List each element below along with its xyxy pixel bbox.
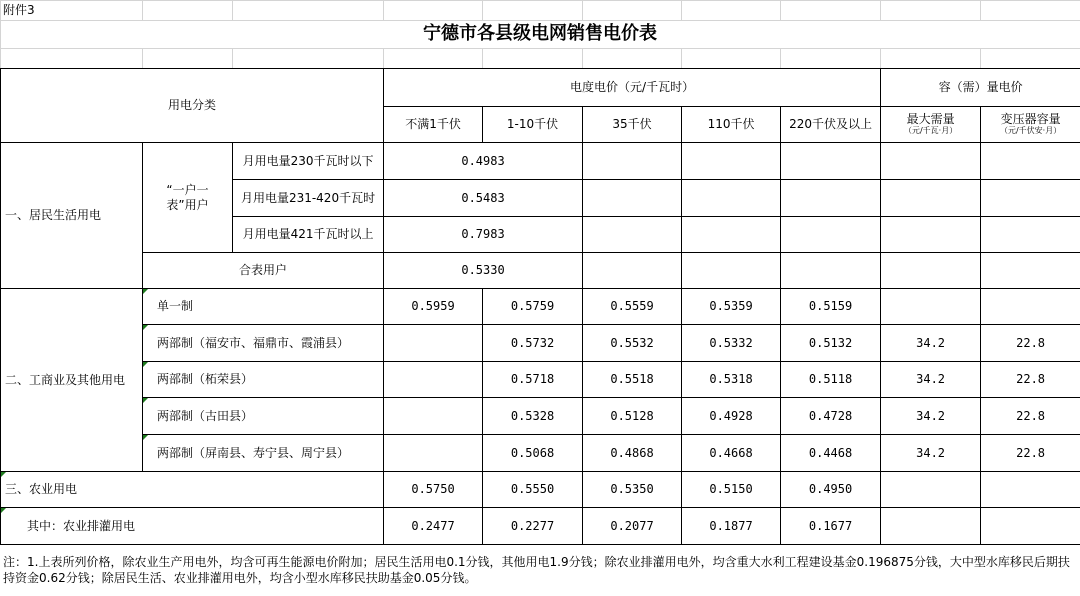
- price-cell: [384, 362, 483, 398]
- price-cell: 0.1877: [682, 508, 781, 545]
- table-row: [1, 398, 1080, 435]
- header-voltage-1: 1-10千伏: [483, 107, 583, 143]
- combined-price: 0.5330: [384, 253, 583, 289]
- demand-cell: 34.2: [881, 435, 981, 472]
- agriculture-label: 三、农业用电: [1, 472, 384, 508]
- price-cell: 0.5532: [583, 325, 682, 362]
- industrial-row-label: 两部制（古田县）: [143, 398, 384, 435]
- table-row: [1, 253, 1080, 289]
- price-cell: 0.2477: [384, 508, 483, 545]
- price-cell: [384, 435, 483, 472]
- table-row: [1, 472, 1080, 508]
- transformer-cell: [981, 289, 1080, 325]
- price-cell: 0.5718: [483, 362, 583, 398]
- max-demand-unit: （元/千瓦·月）: [903, 126, 958, 135]
- price-cell: 0.5550: [483, 472, 583, 508]
- price-cell: [384, 398, 483, 435]
- price-cell: 0.5518: [583, 362, 682, 398]
- price-cell: 0.5318: [682, 362, 781, 398]
- industrial-row-label: 两部制（屏南县、寿宁县、周宁县）: [143, 435, 384, 472]
- header-max-demand: [881, 107, 981, 143]
- price-cell: 0.5559: [583, 289, 682, 325]
- transformer-cell: 22.8: [981, 325, 1080, 362]
- industrial-row-label: 两部制（柘荣县）: [143, 362, 384, 398]
- irrigation-label: 其中：农业排灌用电: [1, 508, 384, 545]
- price-cell: 0.5759: [483, 289, 583, 325]
- header-voltage-2: 35千伏: [583, 107, 682, 143]
- combined-label: 合表用户: [143, 253, 384, 289]
- price-cell: 0.4928: [682, 398, 781, 435]
- price-table: [0, 68, 1080, 545]
- tier-label: 月用电量421千瓦时以上: [233, 217, 384, 253]
- price-cell: 0.5359: [682, 289, 781, 325]
- price-cell: 0.5959: [384, 289, 483, 325]
- demand-cell: 34.2: [881, 325, 981, 362]
- price-cell: 0.5150: [682, 472, 781, 508]
- tier-label: 月用电量230千瓦时以下: [233, 143, 384, 180]
- price-cell: 0.5068: [483, 435, 583, 472]
- demand-cell: 34.2: [881, 398, 981, 435]
- price-cell: 0.4468: [781, 435, 881, 472]
- industrial-label: 二、工商业及其他用电: [1, 289, 143, 472]
- table-row: [1, 362, 1080, 398]
- industrial-row-label: 单一制: [143, 289, 384, 325]
- max-demand-label: 最大需量: [906, 112, 955, 126]
- header-energy-price: 电度电价（元/千瓦时）: [384, 69, 881, 107]
- price-cell: 0.2077: [583, 508, 682, 545]
- table-row: [1, 325, 1080, 362]
- header-capacity-price: 容（需）量电价: [881, 69, 1080, 107]
- table-row: [1, 435, 1080, 472]
- transformer-capacity-label: 变压器容量: [1000, 112, 1061, 126]
- price-cell: 0.4668: [682, 435, 781, 472]
- residential-label: 一、居民生活用电: [1, 143, 143, 289]
- header-voltage-4: 220千伏及以上: [781, 107, 881, 143]
- transformer-cell: 22.8: [981, 398, 1080, 435]
- tier-price: 0.5483: [384, 180, 583, 217]
- demand-cell: [881, 289, 981, 325]
- price-cell: 0.5750: [384, 472, 483, 508]
- price-cell: [384, 325, 483, 362]
- industrial-row-label: 两部制（福安市、福鼎市、霞浦县）: [143, 325, 384, 362]
- one-meter-label: “一户一表”用户: [143, 143, 233, 253]
- header-category: 用电分类: [1, 69, 384, 143]
- price-cell: 0.5328: [483, 398, 583, 435]
- transformer-cell: 22.8: [981, 362, 1080, 398]
- price-cell: 0.4728: [781, 398, 881, 435]
- transformer-capacity-unit: （元/千伏安·月）: [999, 126, 1062, 135]
- price-cell: 0.5332: [682, 325, 781, 362]
- price-cell: 0.5132: [781, 325, 881, 362]
- table-row: [1, 143, 1080, 180]
- price-cell: 0.5128: [583, 398, 682, 435]
- price-cell: 0.4950: [781, 472, 881, 508]
- price-cell: 0.4868: [583, 435, 682, 472]
- header-voltage-3: 110千伏: [682, 107, 781, 143]
- table-row: [1, 508, 1080, 545]
- header-voltage-0: 不满1千伏: [384, 107, 483, 143]
- price-cell: 0.5732: [483, 325, 583, 362]
- demand-cell: 34.2: [881, 362, 981, 398]
- price-cell: 0.1677: [781, 508, 881, 545]
- price-cell: 0.2277: [483, 508, 583, 545]
- annex-label: 附件3: [3, 3, 35, 17]
- header-transformer-capacity: [981, 107, 1080, 143]
- price-cell: 0.5350: [583, 472, 682, 508]
- header-row-1: [1, 69, 1080, 107]
- tier-label: 月用电量231-420千瓦时: [233, 180, 384, 217]
- tier-price: 0.7983: [384, 217, 583, 253]
- price-cell: 0.5118: [781, 362, 881, 398]
- price-cell: 0.5159: [781, 289, 881, 325]
- table-row: [1, 289, 1080, 325]
- transformer-cell: 22.8: [981, 435, 1080, 472]
- footnote: 注：1.上表所列价格，除农业生产用电外，均含可再生能源电价附加；居民生活用电0.1分钱，其他用电1.9分钱；除农业排灌用电外，均含重大水利工程建设基金0.196875分钱，大中型水库移民后期扶持资金0.62分钱；除居民生活、农业排灌用电外，均含小型水库移民扶助基金0.05分钱。: [3, 555, 1070, 585]
- tier-price: 0.4983: [384, 143, 583, 180]
- page-title: 宁德市各县级电网销售电价表: [423, 23, 657, 44]
